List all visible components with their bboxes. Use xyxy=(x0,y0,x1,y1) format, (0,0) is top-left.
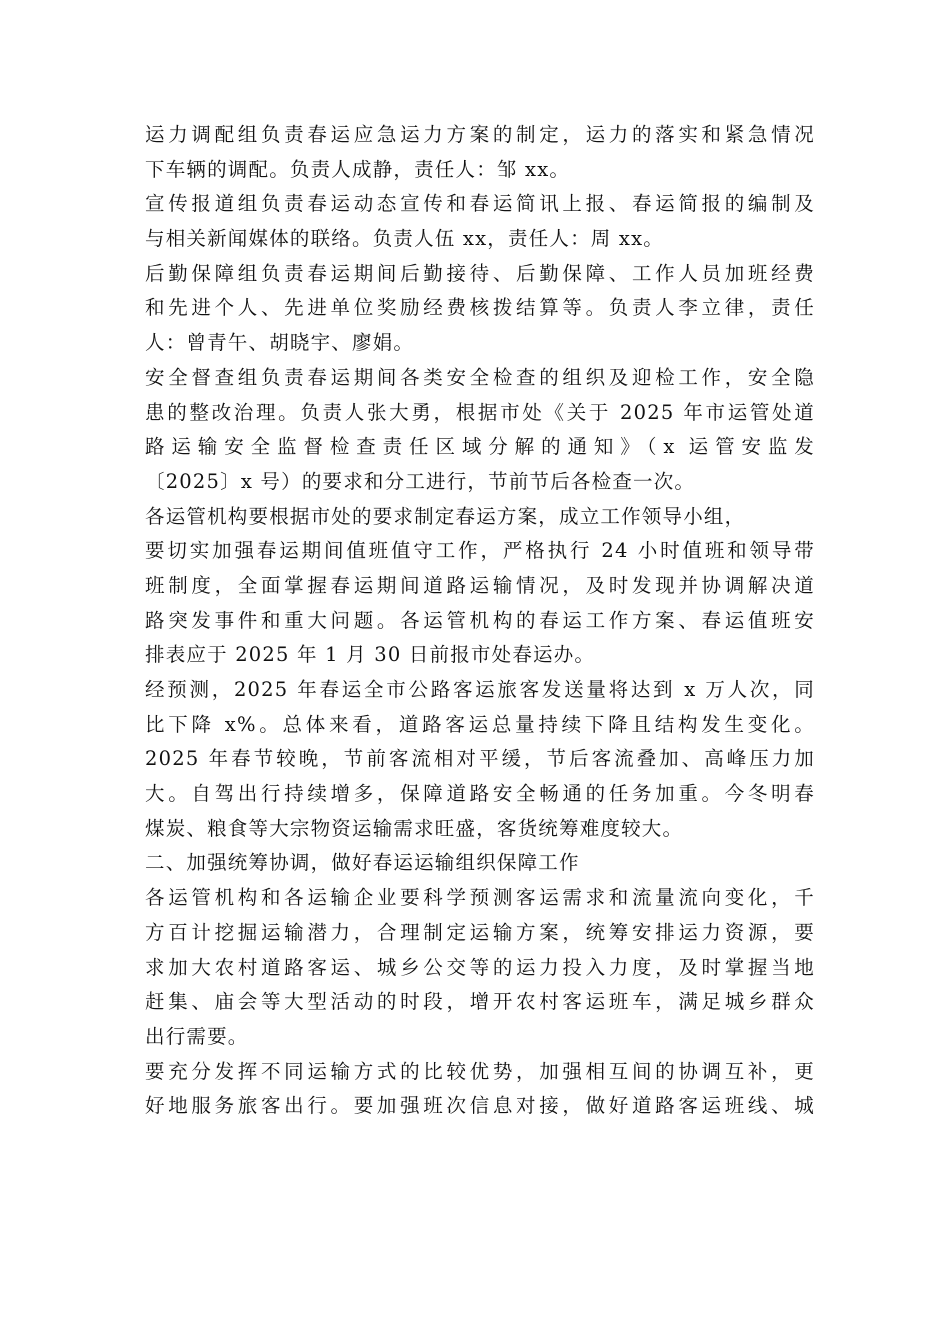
text-line: 后勤保障组负责春运期间后勤接待、后勤保障、工作人员加班经费 xyxy=(145,261,815,285)
text-line: 下车辆的调配。负责人成静，责任人：邹 xx。 xyxy=(145,157,571,181)
section-heading: 二、加强统筹协调，做好春运运输组织保障工作 xyxy=(145,851,580,875)
text-line: 人：曾青午、胡晓宇、廖娟。 xyxy=(145,331,415,355)
text-line: 煤炭、粮食等大宗物资运输需求旺盛，客货统筹难度较大。 xyxy=(145,816,684,840)
text-line: 2025 年春节较晚，节前客流相对平缓，节后客流叠加、高峰压力加 xyxy=(145,747,815,771)
text-line: 路突发事件和重大问题。各运管机构的春运工作方案、春运值班安 xyxy=(145,608,815,632)
text-line: 路运输安全监督检查责任区域分解的通知》（x 运管安监发 xyxy=(145,435,815,459)
text-line: 〔2025〕x 号）的要求和分工进行，节前节后各检查一次。 xyxy=(145,469,696,493)
text-line: 经预测，2025 年春运全市公路客运旅客发送量将达到 x 万人次，同 xyxy=(145,678,815,701)
text-line: 出行需要。 xyxy=(145,1024,249,1048)
text-line: 运力调配组负责春运应急运力方案的制定，运力的落实和紧急情况 xyxy=(145,123,815,146)
text-line: 班制度，全面掌握春运期间道路运输情况，及时发现并协调解决道 xyxy=(145,573,815,597)
text-line: 比下降 x%。总体来看，道路客运总量持续下降且结构发生变化。 xyxy=(145,712,815,736)
text-line: 赶集、庙会等大型活动的时段，增开农村客运班车，满足城乡群众 xyxy=(145,990,815,1014)
text-line: 患的整改治理。负责人张大勇，根据市处《关于 2025 年市运管处道 xyxy=(145,400,815,424)
text-line: 方百计挖掘运输潜力，合理制定运输方案，统筹安排运力资源，要 xyxy=(145,920,815,944)
text-line: 求加大农村道路客运、城乡公交等的运力投入力度，及时掌握当地 xyxy=(145,955,815,979)
text-line: 要切实加强春运期间值班值守工作，严格执行 24 小时值班和领导带 xyxy=(145,539,815,563)
text-line: 与相关新闻媒体的联络。负责人伍 xx，责任人：周 xx。 xyxy=(145,227,664,251)
text-line: 和先进个人、先进单位奖励经费核拨结算等。负责人李立律，责任 xyxy=(145,296,815,320)
text-line: 排表应于 2025 年 1 月 30 日前报市处春运办。 xyxy=(145,643,596,667)
text-line: 安全督查组负责春运期间各类安全检查的组织及迎检工作，安全隐 xyxy=(145,365,815,389)
document-body xyxy=(145,118,815,1124)
text-line: 要充分发挥不同运输方式的比较优势，加强相互间的协调互补，更 xyxy=(145,1059,815,1083)
text-line: 好地服务旅客出行。要加强班次信息对接，做好道路客运班线、城 xyxy=(145,1094,815,1118)
text-line: 各运管机构要根据市处的要求制定春运方案，成立工作领导小组， xyxy=(145,504,746,528)
text-line: 大。自驾出行持续增多，保障道路安全畅通的任务加重。今冬明春 xyxy=(145,782,815,806)
text-line: 各运管机构和各运输企业要科学预测客运需求和流量流向变化，千 xyxy=(145,886,815,910)
text-line: 宣传报道组负责春运动态宣传和春运简讯上报、春运简报的编制及 xyxy=(145,192,815,216)
